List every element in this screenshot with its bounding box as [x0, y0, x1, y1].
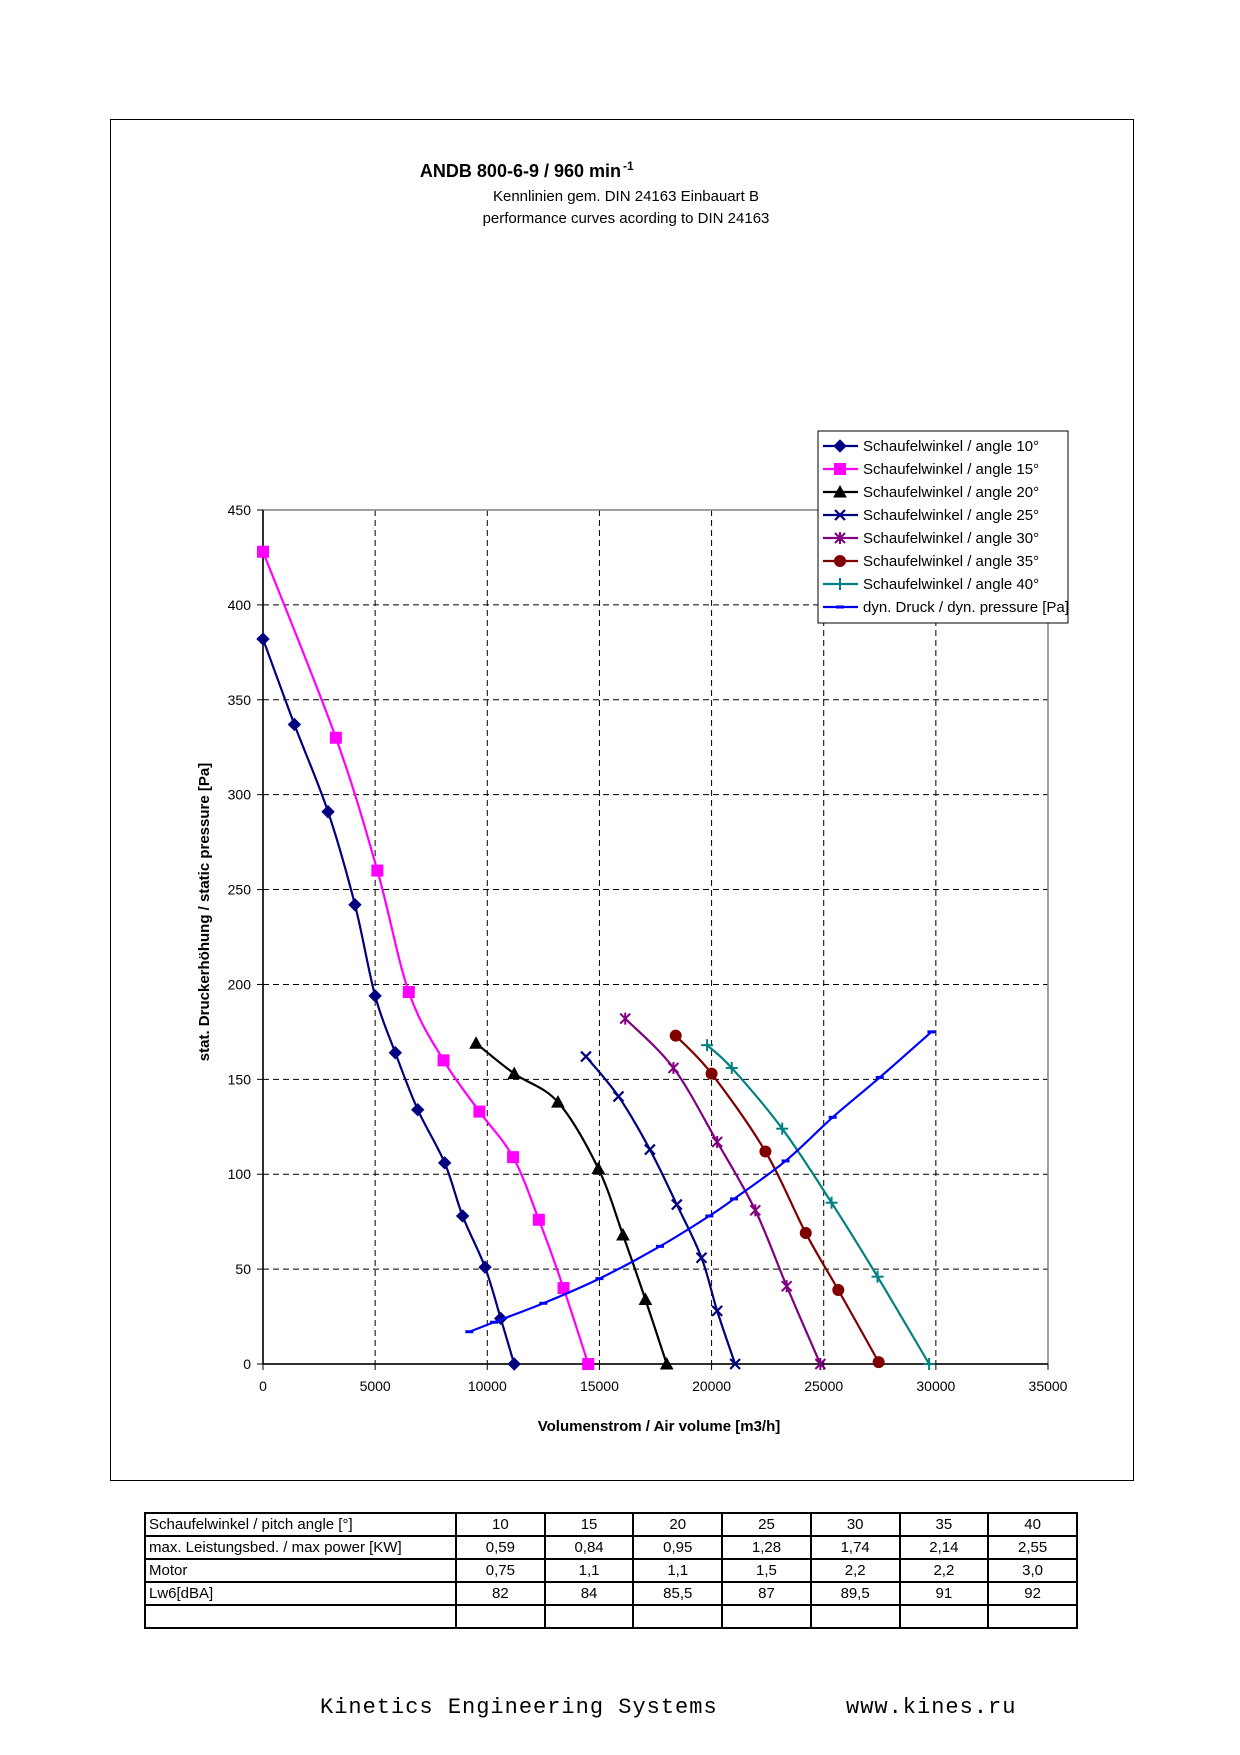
data-point [617, 1229, 629, 1240]
row-label: Motor [145, 1559, 456, 1582]
x-tick-label: 0 [259, 1378, 267, 1394]
table-cell: 82 [456, 1582, 545, 1605]
table-cell: 30 [811, 1513, 900, 1536]
series-7 [701, 1039, 935, 1370]
x-tick-label: 15000 [579, 1378, 619, 1394]
series-line [263, 552, 588, 1364]
data-point [826, 1197, 838, 1209]
data-point [258, 546, 269, 557]
fan-spec-table [144, 1512, 1078, 1629]
table-cell: 1,5 [722, 1559, 811, 1582]
data-point [257, 633, 269, 645]
table-cell: 2,2 [900, 1559, 989, 1582]
chart-title-superscript: -1 [623, 159, 634, 173]
y-tick-label: 200 [227, 976, 251, 993]
data-point [592, 1163, 604, 1174]
table-cell: 20 [633, 1513, 722, 1536]
legend-label: Schaufelwinkel / angle 15° [863, 461, 1040, 478]
chart-subtitle-1: Kennlinien gem. DIN 24163 Einbauart B [492, 188, 760, 205]
data-point [412, 1104, 424, 1116]
data-point [470, 1037, 482, 1048]
series-line [586, 1057, 735, 1364]
table-cell: 91 [900, 1582, 989, 1605]
table-row [145, 1513, 1077, 1536]
x-tick-label: 25000 [804, 1378, 844, 1394]
x-axis-title: Volumenstrom / Air volume [m3/h] [537, 1418, 781, 1435]
company-name: Kinetics Engineering Systems [320, 1695, 718, 1720]
legend-label: Schaufelwinkel / angle 20° [863, 484, 1040, 501]
series-line [676, 1036, 879, 1362]
legend-marker [835, 556, 846, 567]
table-cell [988, 1605, 1077, 1628]
data-point [403, 987, 414, 998]
table-cell: 25 [722, 1513, 811, 1536]
series-line [625, 1019, 820, 1364]
y-tick-label: 100 [227, 1166, 251, 1183]
data-point [533, 1214, 544, 1225]
data-point [508, 1358, 520, 1370]
table-cell: 0,75 [456, 1559, 545, 1582]
table-cell: 0,59 [456, 1536, 545, 1559]
legend-marker [835, 464, 846, 475]
data-point [613, 1091, 623, 1101]
data-point [923, 1358, 935, 1370]
series-2 [258, 546, 594, 1369]
x-tick-label: 35000 [1028, 1378, 1068, 1394]
series-6 [670, 1030, 884, 1367]
table-cell: 0,84 [545, 1536, 634, 1559]
series-8 [465, 1032, 935, 1332]
table-cell: 2,2 [811, 1559, 900, 1582]
series-line [707, 1045, 929, 1364]
data-point [457, 1210, 469, 1222]
data-point [288, 718, 300, 730]
series-line [469, 1032, 931, 1332]
table-cell: 1,28 [722, 1536, 811, 1559]
table-cell [545, 1605, 634, 1628]
data-point [672, 1200, 682, 1210]
data-point [645, 1145, 655, 1155]
table-cell [811, 1605, 900, 1628]
table-cell [722, 1605, 811, 1628]
data-point [508, 1152, 519, 1163]
chart-frame [110, 119, 1134, 1481]
table-cell: 0,95 [633, 1536, 722, 1559]
y-tick-label: 50 [235, 1261, 251, 1278]
x-tick-label: 30000 [916, 1378, 956, 1394]
data-point [581, 1052, 591, 1062]
data-point [330, 732, 341, 743]
data-point [750, 1204, 760, 1216]
data-point [833, 1284, 844, 1295]
table-cell: 10 [456, 1513, 545, 1536]
data-point [712, 1136, 722, 1148]
legend-label: Schaufelwinkel / angle 30° [863, 530, 1040, 547]
data-point [439, 1157, 451, 1169]
data-point [322, 806, 334, 818]
legend-label: Schaufelwinkel / angle 25° [863, 507, 1040, 524]
table-cell: 15 [545, 1513, 634, 1536]
y-tick-label: 150 [227, 1071, 251, 1088]
table-cell [456, 1605, 545, 1628]
table-row [145, 1559, 1077, 1582]
data-point [782, 1280, 792, 1292]
data-point [438, 1055, 449, 1066]
row-label: Schaufelwinkel / pitch angle [°] [145, 1513, 456, 1536]
row-label: Lw6[dBA] [145, 1582, 456, 1605]
data-point [706, 1068, 717, 1079]
table-row [145, 1605, 1077, 1628]
x-tick-label: 5000 [359, 1378, 391, 1394]
table-cell: 35 [900, 1513, 989, 1536]
table-row [145, 1582, 1077, 1605]
data-point [389, 1047, 401, 1059]
y-axis-title: stat. Druckerhöhung / static pressure [Pa] [196, 762, 213, 1062]
chart-legend [818, 431, 1069, 623]
row-label [145, 1605, 456, 1628]
series-1 [257, 633, 520, 1370]
data-point [696, 1253, 706, 1263]
table-cell: 89,5 [811, 1582, 900, 1605]
data-point [800, 1228, 811, 1239]
website-link[interactable]: www.kines.ru [846, 1695, 1017, 1720]
y-tick-label: 350 [227, 691, 251, 708]
legend-label: dyn. Druck / dyn. pressure [Pa] [863, 599, 1069, 616]
y-tick-label: 400 [227, 596, 251, 613]
legend-label: Schaufelwinkel / angle 10° [863, 438, 1040, 455]
data-point [620, 1013, 630, 1025]
chart-title: ANDB 800-6-9 / 960 min [419, 161, 621, 181]
data-point [639, 1293, 651, 1304]
series-line [263, 639, 514, 1364]
x-tick-label: 20000 [692, 1378, 732, 1394]
table-cell: 2,55 [988, 1536, 1077, 1559]
legend-box [818, 431, 1068, 623]
table-cell: 84 [545, 1582, 634, 1605]
data-point [583, 1359, 594, 1370]
table-row [145, 1536, 1077, 1559]
performance-chart [111, 120, 1133, 1480]
table-cell: 2,14 [900, 1536, 989, 1559]
row-label: max. Leistungsbed. / max power [KW] [145, 1536, 456, 1559]
data-point [369, 990, 381, 1002]
y-tick-label: 0 [243, 1356, 251, 1372]
x-tick-label: 10000 [467, 1378, 507, 1394]
data-point [372, 865, 383, 876]
table-cell: 40 [988, 1513, 1077, 1536]
table-cell: 85,5 [633, 1582, 722, 1605]
y-tick-label: 450 [227, 502, 251, 518]
data-point [670, 1030, 681, 1041]
table-cell: 3,0 [988, 1559, 1077, 1582]
table-cell [633, 1605, 722, 1628]
plot-area [228, 502, 1068, 1394]
data-point [760, 1146, 771, 1157]
table-cell: 1,1 [633, 1559, 722, 1582]
data-point [872, 1271, 884, 1283]
data-point [873, 1357, 884, 1368]
plot-border [263, 510, 1048, 1364]
table-cell [900, 1605, 989, 1628]
data-point [668, 1062, 678, 1074]
table-cell: 1,1 [545, 1559, 634, 1582]
table-cell: 87 [722, 1582, 811, 1605]
legend-label: Schaufelwinkel / angle 35° [863, 553, 1040, 570]
legend-label: Schaufelwinkel / angle 40° [863, 576, 1040, 593]
data-point [349, 899, 361, 911]
table-cell: 1,74 [811, 1536, 900, 1559]
table-cell: 92 [988, 1582, 1077, 1605]
data-point [479, 1261, 491, 1273]
y-tick-label: 250 [227, 881, 251, 898]
data-point [474, 1106, 485, 1117]
chart-subtitle-2: performance curves acording to DIN 24163 [482, 210, 770, 227]
y-tick-label: 300 [227, 786, 251, 803]
